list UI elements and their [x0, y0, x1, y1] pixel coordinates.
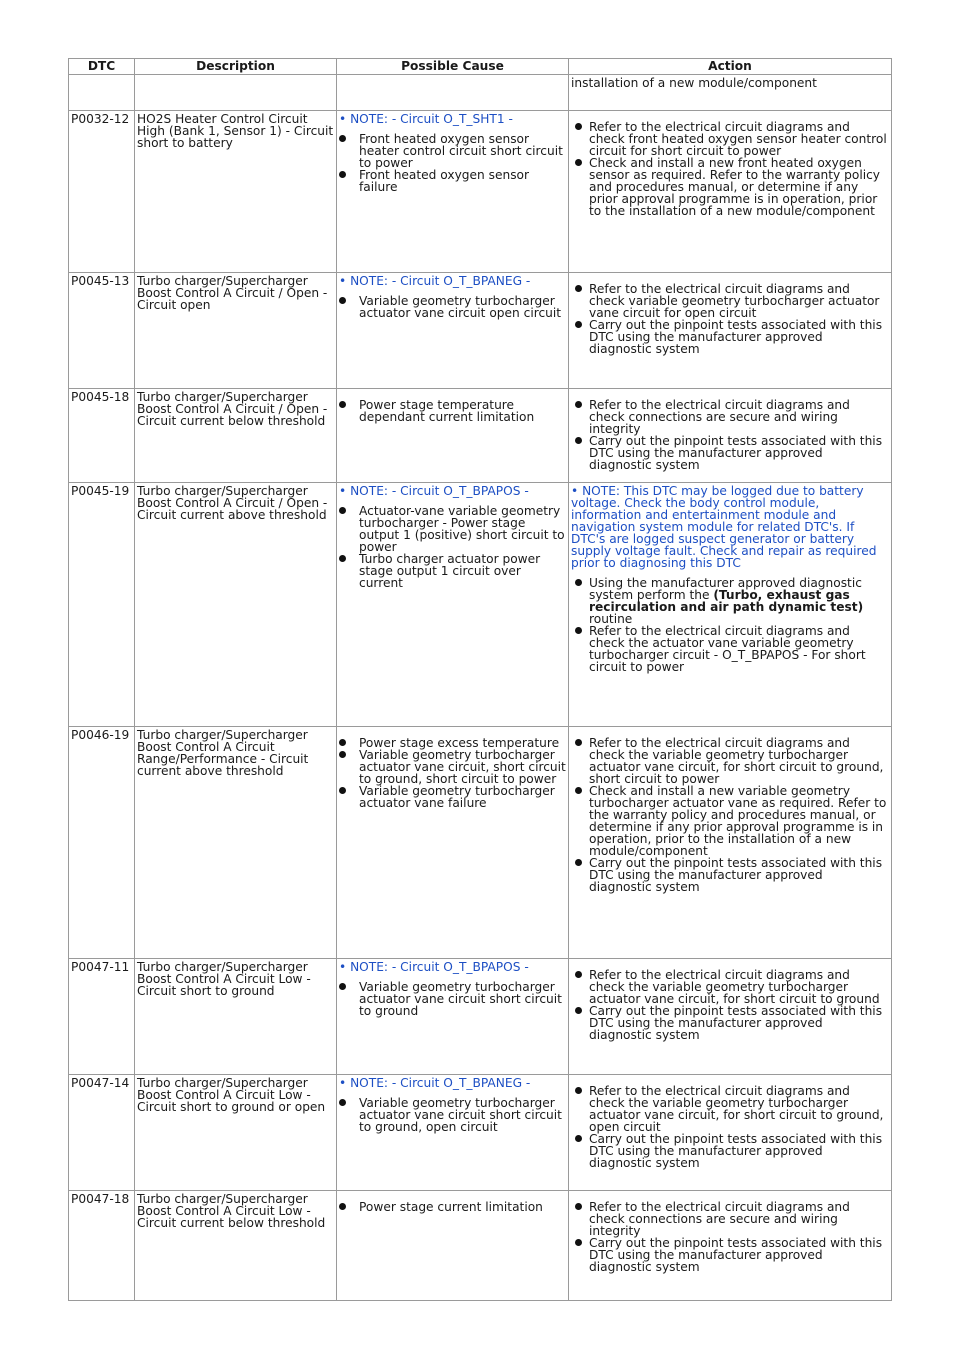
bullet-icon — [575, 159, 582, 166]
possible-cause-cell — [337, 727, 569, 959]
bullet-icon — [575, 971, 582, 978]
cause-item: Variable geometry turbocharger actuator vane circuit short circuit to ground, open circuit — [349, 1097, 566, 1133]
header-dtc: DTC — [69, 59, 135, 75]
action-cell — [569, 111, 892, 273]
cause-note: • NOTE: - Circuit O_T_BPAPOS - — [339, 484, 529, 498]
dtc-description: Turbo charger/Supercharger Boost Control A Circuit / Open - Circuit open — [135, 273, 337, 389]
bullet-icon — [575, 1007, 582, 1014]
action-item: Check and install a new variable geometry turbocharger actuator vane as required. Refer to the warranty policy and procedures manual, or determine if any prior approval programme is in operation, prior to the installation of a new module/component — [571, 785, 889, 857]
action-cell — [569, 389, 892, 483]
action-cell — [569, 483, 892, 727]
dtc-description: Turbo charger/Supercharger Boost Control A Circuit / Open - Circuit current above threshold — [135, 483, 337, 727]
dtc-description: Turbo charger/Supercharger Boost Control A Circuit Low - Circuit current below threshold — [135, 1191, 337, 1301]
bullet-icon — [575, 321, 582, 328]
possible-cause-cell — [337, 389, 569, 483]
action-item: Refer to the electrical circuit diagrams and check the variable geometry turbocharger actuator vane circuit, for short circuit to ground, open circuit — [571, 1085, 889, 1133]
header-possible-cause: Possible Cause — [337, 59, 569, 75]
dtc-code: P0047-11 — [69, 959, 135, 1075]
bullet-icon — [575, 1087, 582, 1094]
dtc-description: HO2S Heater Control Circuit High (Bank 1, Sensor 1) - Circuit short to battery — [135, 111, 337, 273]
action-item: Refer to the electrical circuit diagrams and check connections are secure and wiring integrity — [571, 399, 889, 435]
bullet-icon — [575, 859, 582, 866]
dtc-description: Turbo charger/Supercharger Boost Control A Circuit Range/Performance - Circuit current above threshold — [135, 727, 337, 959]
bullet-icon — [339, 1203, 346, 1210]
bullet-icon — [339, 751, 346, 758]
possible-cause-cell — [337, 111, 569, 273]
action-item: Refer to the electrical circuit diagrams and check the variable geometry turbocharger actuator vane circuit, for short circuit to ground, short circuit to power — [571, 737, 889, 785]
continuation-text: installation of a new module/component — [569, 75, 892, 111]
cause-item: Power stage temperature dependant current limitation — [349, 399, 566, 423]
bullet-icon — [575, 285, 582, 292]
table-row — [69, 1075, 892, 1191]
header-row — [69, 59, 892, 75]
header-action: Action — [569, 59, 892, 75]
bullet-icon — [339, 555, 346, 562]
bullet-icon — [339, 401, 346, 408]
cause-item: Turbo charger actuator power stage output 1 circuit over current — [349, 553, 566, 589]
table-row — [69, 727, 892, 959]
header-description: Description — [135, 59, 337, 75]
bullet-icon — [575, 123, 582, 130]
possible-cause-cell — [337, 959, 569, 1075]
action-item: Refer to the electrical circuit diagrams and check connections are secure and wiring integrity — [571, 1201, 889, 1237]
continuation-row — [69, 75, 892, 111]
action-item: Refer to the electrical circuit diagrams and check front heated oxygen sensor heater control circuit for short circuit to power — [571, 121, 889, 157]
action-cell — [569, 727, 892, 959]
bullet-icon — [339, 135, 346, 142]
cause-item: Variable geometry turbocharger actuator vane circuit open circuit — [349, 295, 566, 319]
bullet-icon — [339, 983, 346, 990]
dtc-code: P0047-18 — [69, 1191, 135, 1301]
cause-item: Power stage current limitation — [349, 1201, 566, 1213]
table-row — [69, 389, 892, 483]
bullet-icon — [339, 739, 346, 746]
action-cell — [569, 1075, 892, 1191]
action-cell — [569, 959, 892, 1075]
cause-note: • NOTE: - Circuit O_T_BPANEG - — [339, 1076, 531, 1090]
action-item: Carry out the pinpoint tests associated with this DTC using the manufacturer approved diagnostic system — [571, 319, 889, 355]
action-item: Carry out the pinpoint tests associated with this DTC using the manufacturer approved diagnostic system — [571, 1133, 889, 1169]
action-note: • NOTE: This DTC may be logged due to battery voltage. Check the body control module, information and entertainment module and navigation system module for related DTC's. If DTC's are logged suspect generator or battery supply voltage fault. Check and repair as required prior to diagnosing this DTC — [571, 484, 877, 570]
action-item: Carry out the pinpoint tests associated with this DTC using the manufacturer approved diagnostic system — [571, 857, 889, 893]
action-item: Refer to the electrical circuit diagrams and check variable geometry turbocharger actuator vane circuit for open circuit — [571, 283, 889, 319]
action-item: Refer to the electrical circuit diagrams and check the actuator vane variable geometry turbocharger circuit - O_T_BPAPOS - For short circuit to power — [571, 625, 889, 673]
dtc-description: Turbo charger/Supercharger Boost Control A Circuit Low - Circuit short to ground — [135, 959, 337, 1075]
cause-item: Variable geometry turbocharger actuator vane failure — [349, 785, 566, 809]
bullet-icon — [575, 579, 582, 586]
cause-item: Front heated oxygen sensor heater control circuit short circuit to power — [349, 133, 566, 169]
dtc-code: P0045-19 — [69, 483, 135, 727]
action-cell — [569, 273, 892, 389]
bullet-icon — [575, 1135, 582, 1142]
dtc-code: P0046-19 — [69, 727, 135, 959]
bullet-icon — [575, 437, 582, 444]
bullet-icon — [575, 627, 582, 634]
bullet-icon — [575, 1203, 582, 1210]
cause-note: • NOTE: - Circuit O_T_SHT1 - — [339, 112, 513, 126]
bullet-icon — [575, 401, 582, 408]
dtc-code: P0047-14 — [69, 1075, 135, 1191]
possible-cause-cell — [337, 1075, 569, 1191]
action-item: Carry out the pinpoint tests associated with this DTC using the manufacturer approved diagnostic system — [571, 1237, 889, 1273]
dtc-code: P0045-18 — [69, 389, 135, 483]
possible-cause-cell — [337, 273, 569, 389]
dtc-code: P0045-13 — [69, 273, 135, 389]
table-row — [69, 959, 892, 1075]
test-name: (Turbo, exhaust gas recirculation and air path dynamic test) — [589, 588, 864, 614]
bullet-icon — [339, 507, 346, 514]
bullet-icon — [339, 1099, 346, 1106]
action-item: Using the manufacturer approved diagnostic system perform the (Turbo, exhaust gas recirculation and air path dynamic test) routine — [571, 577, 889, 625]
possible-cause-cell — [337, 483, 569, 727]
action-item: Carry out the pinpoint tests associated with this DTC using the manufacturer approved diagnostic system — [571, 435, 889, 471]
table-row — [69, 273, 892, 389]
dtc-description: Turbo charger/Supercharger Boost Control A Circuit Low - Circuit short to ground or open — [135, 1075, 337, 1191]
table-row — [69, 483, 892, 727]
cause-item: Actuator-vane variable geometry turbocharger - Power stage output 1 (positive) short circuit to power — [349, 505, 566, 553]
dtc-description: Turbo charger/Supercharger Boost Control A Circuit / Open - Circuit current below threshold — [135, 389, 337, 483]
bullet-icon — [575, 787, 582, 794]
cause-item: Front heated oxygen sensor failure — [349, 169, 566, 193]
bullet-icon — [339, 787, 346, 794]
action-item: Check and install a new front heated oxygen sensor as required. Refer to the warranty policy and procedures manual, or determine if any prior approval programme is in operation, prior to the installation of a new module/component — [571, 157, 889, 217]
cause-note: • NOTE: - Circuit O_T_BPAPOS - — [339, 960, 529, 974]
dtc-table — [68, 58, 892, 1301]
bullet-icon — [339, 171, 346, 178]
action-cell — [569, 1191, 892, 1301]
cause-note: • NOTE: - Circuit O_T_BPANEG - — [339, 274, 531, 288]
dtc-code: P0032-12 — [69, 111, 135, 273]
possible-cause-cell — [337, 1191, 569, 1301]
bullet-icon — [575, 1239, 582, 1246]
action-item: Refer to the electrical circuit diagrams and check the variable geometry turbocharger actuator vane circuit, for short circuit to ground — [571, 969, 889, 1005]
bullet-icon — [575, 739, 582, 746]
cause-item: Variable geometry turbocharger actuator vane circuit, short circuit to ground, short circuit to power — [349, 749, 566, 785]
table-row — [69, 111, 892, 273]
bullet-icon — [339, 297, 346, 304]
table-row — [69, 1191, 892, 1301]
action-item: Carry out the pinpoint tests associated with this DTC using the manufacturer approved diagnostic system — [571, 1005, 889, 1041]
cause-item: Power stage excess temperature — [349, 737, 566, 749]
cause-item: Variable geometry turbocharger actuator vane circuit short circuit to ground — [349, 981, 566, 1017]
